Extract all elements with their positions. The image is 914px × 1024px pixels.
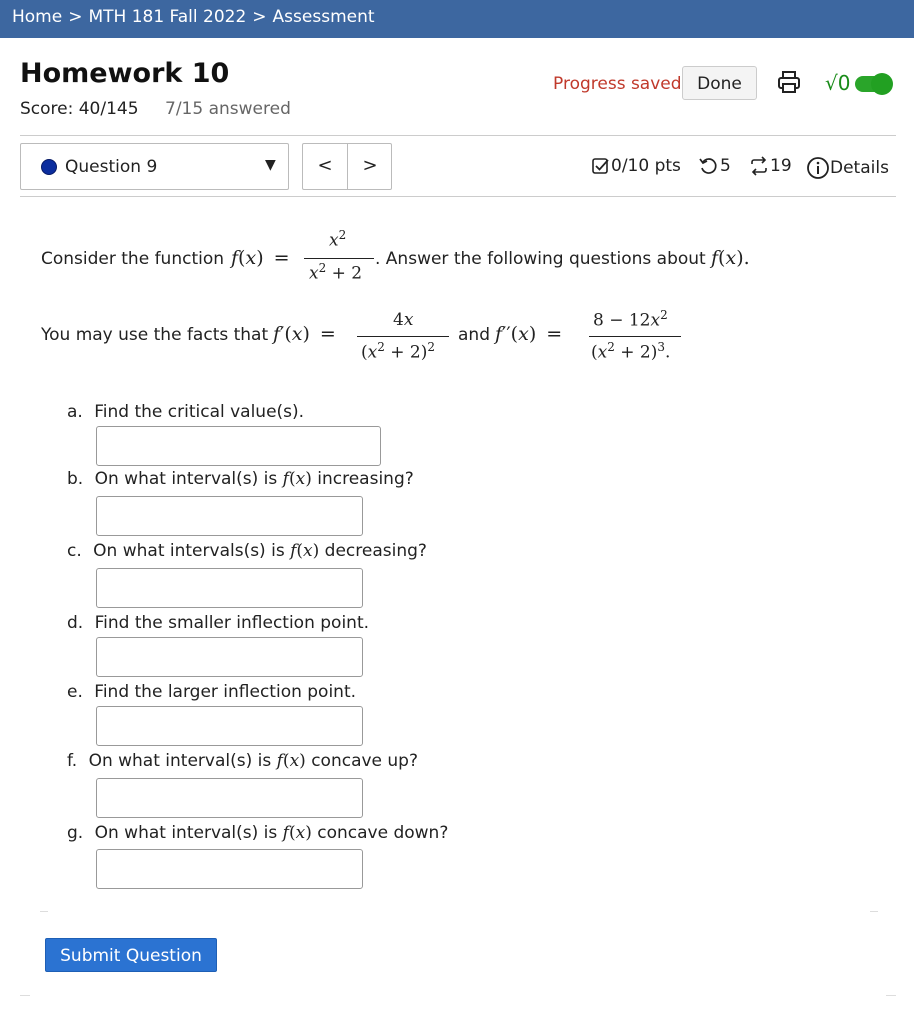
part-c-text: On what intervals(s) is (93, 541, 285, 561)
submit-question-button[interactable]: Submit Question (45, 938, 217, 972)
part-f-answer-input[interactable] (96, 778, 363, 818)
part-c-answer-input[interactable] (96, 568, 363, 608)
part-c-text-after: decreasing? (324, 541, 427, 561)
retries-stat (698, 156, 731, 176)
details-label: Details (830, 158, 889, 178)
second-derivative-fraction: $8 - 12x^2$ $(x^2 + 2)^3$. (589, 306, 687, 370)
checkbox-icon (591, 156, 611, 176)
attempts-icon (748, 156, 770, 176)
print-icon[interactable] (776, 69, 802, 95)
divider (886, 995, 896, 996)
breadcrumb-home[interactable]: Home (12, 7, 63, 27)
part-d-text: Find the smaller inflection point. (94, 613, 370, 633)
part-e-letter: e. (67, 682, 83, 702)
breadcrumb-separator: > (68, 7, 83, 27)
first-derivative-fraction: 4x $(x^2 + 2)^2$ (357, 306, 449, 370)
math-entry-toggle[interactable] (855, 76, 891, 92)
part-e-answer-input[interactable] (96, 706, 363, 746)
part-g-text-after: concave down? (317, 823, 449, 843)
part-g-label: g. On what interval(s) is f(x) concave down? (67, 823, 449, 843)
details-button[interactable] (806, 156, 889, 180)
intro-text-2-content: . Answer the following questions about (375, 249, 706, 269)
intro-text-2 (375, 249, 706, 269)
divider (20, 196, 896, 197)
question-select[interactable] (20, 143, 289, 190)
caret-down-icon: ▼ (265, 157, 276, 173)
part-b-label: b. On what interval(s) is f(x) increasing? (67, 469, 414, 489)
part-f-text: On what interval(s) is (88, 751, 272, 771)
page-title: Homework 10 (20, 58, 230, 89)
divider (40, 911, 48, 912)
breadcrumb-course[interactable]: MTH 181 Fall 2022 (88, 7, 247, 27)
math-entry-icon: √0 (825, 71, 851, 95)
next-question-button[interactable]: > (362, 155, 378, 176)
toggle-knob (871, 73, 893, 95)
divider (870, 911, 878, 912)
function-ref: f(x). (711, 247, 750, 269)
part-b-text: On what interval(s) is (94, 469, 278, 489)
breadcrumb-assessment: Assessment (272, 7, 375, 27)
retries-count: 5 (720, 156, 731, 176)
answered-count: 7/15 answered (165, 99, 291, 119)
facts-text: You may use the facts that (41, 325, 269, 345)
retry-icon (698, 156, 720, 176)
part-f-label: f. On what interval(s) is f(x) concave up? (67, 751, 419, 771)
part-b-function: f (282, 469, 289, 489)
part-a-letter: a. (67, 402, 83, 422)
function-fraction: $x^2$ $x^2 + 2$ (304, 228, 374, 288)
part-c-letter: c. (67, 541, 82, 561)
question-nav-buttons (302, 143, 392, 190)
progress-saved-status: Progress saved (553, 74, 682, 94)
part-g-text: On what interval(s) is (94, 823, 278, 843)
divider (20, 995, 30, 996)
intro-text (41, 249, 224, 269)
part-d-label (67, 613, 369, 633)
points-text: 0/10 pts (611, 156, 681, 176)
divider (20, 135, 896, 136)
breadcrumb (12, 0, 375, 34)
part-d-answer-input[interactable] (96, 637, 363, 677)
part-b-text-after: increasing? (317, 469, 414, 489)
intro-text-1: Consider the function (41, 249, 225, 269)
part-b-letter: b. (67, 469, 84, 489)
done-button[interactable]: Done (682, 66, 757, 100)
score-text: Score: 40/145 (20, 99, 139, 119)
second-derivative-label: f′′(x) = (495, 323, 563, 345)
previous-question-button[interactable]: < (303, 144, 348, 189)
part-f-text-after: concave up? (311, 751, 419, 771)
part-d-letter: d. (67, 613, 84, 633)
part-f-letter: f. (67, 751, 78, 771)
part-a-text: Find the critical value(s). (94, 402, 305, 422)
part-e-text: Find the larger inflection point. (94, 682, 357, 702)
part-g-answer-input[interactable] (96, 849, 363, 889)
info-icon (806, 156, 830, 180)
part-e-label (67, 682, 356, 702)
question-status-dot-icon (41, 159, 57, 175)
part-c-label: c. On what intervals(s) is f(x) decreasing? (67, 541, 427, 561)
top-bar (0, 0, 914, 38)
facts-and: and (458, 325, 490, 345)
part-a-answer-input[interactable] (96, 426, 381, 466)
part-a-label (67, 402, 304, 422)
breadcrumb-separator: > (252, 7, 267, 27)
points-stat (591, 156, 681, 176)
first-derivative-label: f′(x) = (273, 323, 336, 345)
attempts-count: 19 (770, 156, 792, 176)
function-f-label: f(x) = (231, 247, 290, 269)
attempts-stat (748, 156, 792, 176)
part-g-letter: g. (67, 823, 84, 843)
part-b-answer-input[interactable] (96, 496, 363, 536)
question-select-label: Question 9 (65, 157, 158, 177)
